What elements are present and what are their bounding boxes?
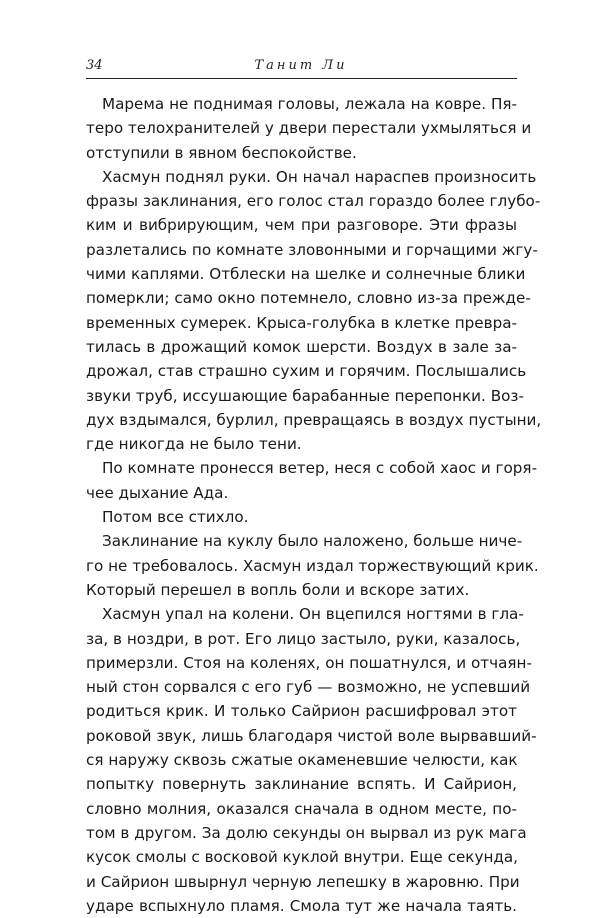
body-text xyxy=(86,92,542,918)
text-line: отступили в явном беспокойстве. xyxy=(86,143,357,162)
text-line: примерзли. Стоя на коленях, он пошатнулся, и отчаян- xyxy=(86,653,532,672)
text-line: разлетались по комнате зловонными и горчащими жгу- xyxy=(86,240,538,259)
text-line: чее дыхание Ада. xyxy=(86,483,229,502)
paragraph xyxy=(86,456,538,505)
text-line: словно молния, оказался сначала в одном месте, по- xyxy=(86,799,517,818)
text-line: ный стон сорвался с его губ — возможно, не успевший xyxy=(86,678,531,697)
text-line: ударе вспыхнуло пламя. Смола тут же начала таять. xyxy=(86,896,517,915)
text-line: дрожал, став страшно сухим и горячим. Послышались xyxy=(86,362,527,381)
header-rule xyxy=(86,78,517,79)
text-line: Хасмун упал на колени. Он вцепился ногтями в гла- xyxy=(102,605,524,624)
text-line: за, в ноздри, в рот. Его лицо застыло, руки, казалось, xyxy=(86,629,521,648)
text-line: роковой звук, лишь благодаря чистой воле вырвавший- xyxy=(86,726,537,745)
paragraph xyxy=(86,92,532,165)
text-line: и Сайрион швырнул черную лепешку в жаровню. При xyxy=(86,872,520,891)
text-line: кусок смолы с восковой куклой внутри. Еще секунда, xyxy=(86,848,519,867)
paragraph xyxy=(86,505,517,529)
paragraph xyxy=(86,529,539,602)
text-line: фразы заклинания, его голос стал гораздо более глубо- xyxy=(86,192,541,211)
text-line: Который перешел в вопль боли и вскоре затих. xyxy=(86,580,470,599)
running-head xyxy=(86,58,516,78)
text-line: Хасмун поднял руки. Он начал нараспев произносить xyxy=(102,167,537,186)
text-line: Потом все стихло. xyxy=(102,508,249,527)
text-line: родиться крик. И только Сайрион расшифровал этот xyxy=(86,702,517,721)
running-title: Танит Ли xyxy=(254,58,348,73)
text-line: дух вздымался, бурлил, превращаясь в воздух пустыни, xyxy=(86,410,542,429)
text-line: попытку повернуть заклинание вспять. И Сайрион, xyxy=(86,775,517,794)
text-line: тилась в дрожащий комок шерсти. Воздух в зале за- xyxy=(86,337,517,356)
paragraph xyxy=(86,602,537,918)
text-line: померкли; само окно потемнело, словно из-за прежде- xyxy=(86,289,531,308)
page-number: 34 xyxy=(86,58,103,73)
text-line: временных сумерек. Крыса-голубка в клетке превра- xyxy=(86,313,518,332)
text-line: чими каплями. Отблески на шелке и солнечные блики xyxy=(86,265,526,284)
text-line: По комнате пронесся ветер, неся с собой хаос и горя- xyxy=(102,459,538,478)
text-line: ким и вибрирующим, чем при разговоре. Эти фразы xyxy=(86,216,517,235)
paragraph xyxy=(86,165,542,457)
text-line: ся наружу сквозь сжатые окаменевшие челюсти, как xyxy=(86,751,518,770)
text-line: Марема не поднимая головы, лежала на ковре. Пя- xyxy=(102,95,517,113)
text-line: том в другом. За долю секунды он вырвал из рук мага xyxy=(86,823,527,842)
text-line: где никогда не было тени. xyxy=(86,435,302,454)
text-line: го не требовалось. Хасмун издал торжествующий крик. xyxy=(86,556,539,575)
text-line: Заклинание на куклу было наложено, больше ниче- xyxy=(102,532,523,551)
text-line: звуки труб, иссушающие барабанные перепонки. Воз- xyxy=(86,386,524,405)
text-line: теро телохранителей у двери перестали ухмыляться и xyxy=(86,119,532,138)
